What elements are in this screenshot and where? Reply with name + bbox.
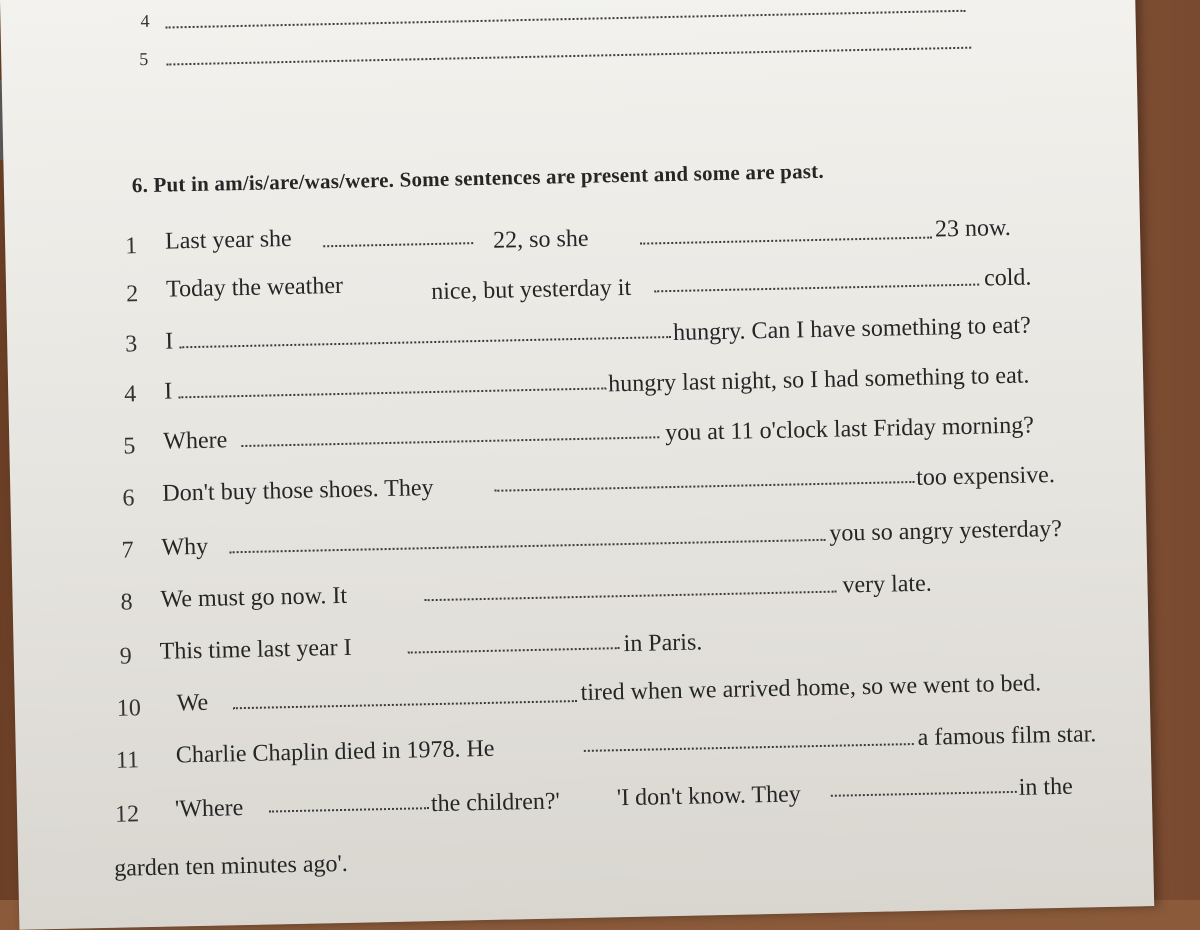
item-2-blank[interactable] [654,284,979,293]
item-8-text-a: We must go now. It [160,582,348,613]
item-2-number: 2 [125,281,139,308]
item-4-blank[interactable] [178,387,606,398]
item-7-text-b: you so angry yesterday? [829,515,1063,547]
top-line-number-4: 4 [140,10,150,32]
item-5-text-b: you at 11 o'clock last Friday morning? [664,412,1035,447]
item-2-text-b: nice, but yesterday it [430,274,632,306]
item-11-text-b: a famous film star. [917,721,1097,751]
item-6-text-b: too expensive. [915,462,1056,491]
item-9-text-a: This time last year I [159,634,352,665]
item-12-blank-2[interactable] [831,791,1017,797]
top-line-5-blank[interactable] [166,47,971,66]
item-10-blank[interactable] [233,700,577,709]
item-2-text-c: cold. [983,264,1032,292]
item-5-number: 5 [123,433,136,460]
item-9-number: 9 [119,643,133,670]
item-6-number: 6 [122,485,135,512]
item-8-blank[interactable] [425,591,837,602]
item-1-blank-2[interactable] [640,237,932,245]
item-12-blank-1[interactable] [269,807,429,812]
item-12-text-a: 'Where [174,795,244,823]
item-4-text-b: hungry last night, so I had something to eat. [607,362,1030,398]
item-5-blank[interactable] [241,436,659,447]
item-3-number: 3 [124,331,138,358]
item-3-blank[interactable] [179,336,671,348]
item-1-text-a: Last year she [164,225,292,255]
item-8-text-b: very late. [842,570,932,599]
item-1-text-c: 23 now. [934,214,1012,243]
item-6-text-a: Don't buy those shoes. They [162,475,434,507]
top-line-number-5: 5 [139,48,149,70]
item-1-blank-1[interactable] [323,242,473,247]
item-12-text-d: in the [1018,773,1073,801]
item-10-text-a: We [176,689,209,717]
item-11-number: 11 [115,747,140,774]
item-4-number: 4 [124,381,137,408]
item-5-text-a: Where [163,427,228,455]
item-4-text-a: I [163,378,173,405]
item-7-text-a: Why [161,533,209,561]
item-12-text-e: garden ten minutes ago'. [113,850,349,882]
item-3-text-a: I [164,328,174,355]
item-1-number: 1 [124,233,138,260]
top-line-4-blank[interactable] [166,10,966,29]
item-11-blank[interactable] [584,743,914,752]
item-10-number: 10 [116,695,142,722]
item-9-text-b: in Paris. [623,629,703,658]
item-8-number: 8 [120,589,133,616]
item-7-number: 7 [121,537,134,564]
item-6-blank[interactable] [494,481,914,492]
item-1-text-b: 22, so she [492,225,589,254]
item-2-text-a: Today the weather [165,272,344,303]
exercise-heading: 6. Put in am/is/are/was/were. Some sentences are present and some are past. [131,158,825,198]
item-11-text-a: Charlie Chaplin died in 1978. He [175,735,495,769]
item-12-text-b: the children?' [430,788,561,818]
item-9-blank[interactable] [408,647,620,653]
item-12-number: 12 [114,801,140,828]
item-3-text-b: hungry. Can I have something to eat? [672,312,1032,346]
item-12-text-c: 'I don't know. They [616,781,802,812]
item-7-blank[interactable] [230,539,826,553]
item-10-text-b: tired when we arrived home, so we went to bed. [580,670,1042,706]
